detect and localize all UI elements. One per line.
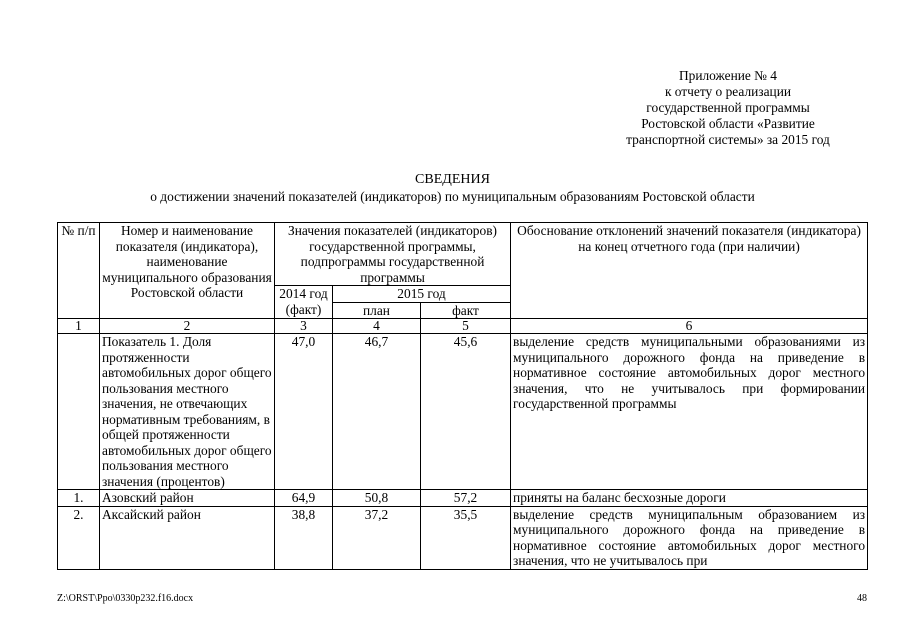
page-subtitle: о достижении значений показателей (индикаторов) по муниципальным образованиям Ростовской области — [150, 189, 755, 204]
header-num: № п/п — [58, 223, 100, 319]
row-name: Азовский район — [100, 490, 275, 507]
column-number: 6 — [511, 319, 868, 334]
header-year-2015: 2015 год — [333, 286, 511, 303]
row-value-2014: 64,9 — [275, 490, 333, 507]
column-number: 3 — [275, 319, 333, 334]
table-row — [58, 334, 868, 490]
header-plan: план — [333, 302, 421, 319]
row-num — [58, 334, 100, 490]
table-row — [58, 490, 868, 507]
header-year-2014: 2014 год (факт) — [275, 286, 333, 319]
header-name: Номер и наименование показателя (индикатора), наименование муниципального образования Ростовской области — [100, 223, 275, 319]
appendix-line: Ростовской области «Развитие — [641, 116, 815, 131]
row-reason: выделение средств муниципальными образованиями из муниципального дорожного фонда на приведение в нормативное состояние автомобильных дорог местного значения, что не учитывалось при формировании государственной программы — [511, 334, 868, 490]
row-num: 1. — [58, 490, 100, 507]
table-header-row — [58, 223, 868, 286]
header-values-group: Значения показателей (индикаторов) государственной программы, подпрограммы государственной программы — [275, 223, 511, 286]
row-reason: приняты на баланс бесхозные дороги — [511, 490, 868, 507]
column-number: 5 — [421, 319, 511, 334]
column-number-row — [58, 319, 868, 334]
appendix-note — [603, 68, 853, 148]
row-value-plan: 37,2 — [333, 506, 421, 569]
footer-file-path: Z:\ORST\Ppo\0330p232.f16.docx — [57, 593, 194, 604]
appendix-line: транспортной системы» за 2015 год — [626, 132, 830, 147]
header-justification: Обоснование отклонений значений показателя (индикатора) на конец отчетного года (при наличии) — [511, 223, 868, 319]
header-fact: факт — [421, 302, 511, 319]
row-value-2014: 47,0 — [275, 334, 333, 490]
row-value-plan: 46,7 — [333, 334, 421, 490]
row-name: Показатель 1. Доля протяженности автомобильных дорог общего пользования местного значения, не отвечающих нормативным требованиям, в общей протяженности автомобильных дорог общего пользования местного значения (процентов) — [100, 334, 275, 490]
table-row — [58, 506, 868, 569]
row-name: Аксайский район — [100, 506, 275, 569]
page-title: СВЕДЕНИЯ — [415, 172, 490, 187]
appendix-line: Приложение № 4 — [678, 68, 778, 83]
column-number: 2 — [100, 319, 275, 334]
row-value-2014: 38,8 — [275, 506, 333, 569]
row-value-plan: 50,8 — [333, 490, 421, 507]
column-number: 4 — [333, 319, 421, 334]
row-value-fact: 57,2 — [421, 490, 511, 507]
row-value-fact: 45,6 — [421, 334, 511, 490]
column-number: 1 — [58, 319, 100, 334]
appendix-line: государственной программы — [646, 100, 810, 115]
footer-page-number: 48 — [857, 593, 867, 604]
row-reason-cell — [511, 506, 868, 569]
indicators-table — [57, 222, 868, 570]
row-value-fact: 35,5 — [421, 506, 511, 569]
row-reason: выделение средств муниципальным образованием из муниципального дорожного фонда на приведение в нормативное состояние автомобильных дорог местного значения, что не учитывалось при — [513, 506, 866, 568]
row-num: 2. — [58, 506, 100, 569]
appendix-line: к отчету о реализации — [664, 84, 792, 99]
